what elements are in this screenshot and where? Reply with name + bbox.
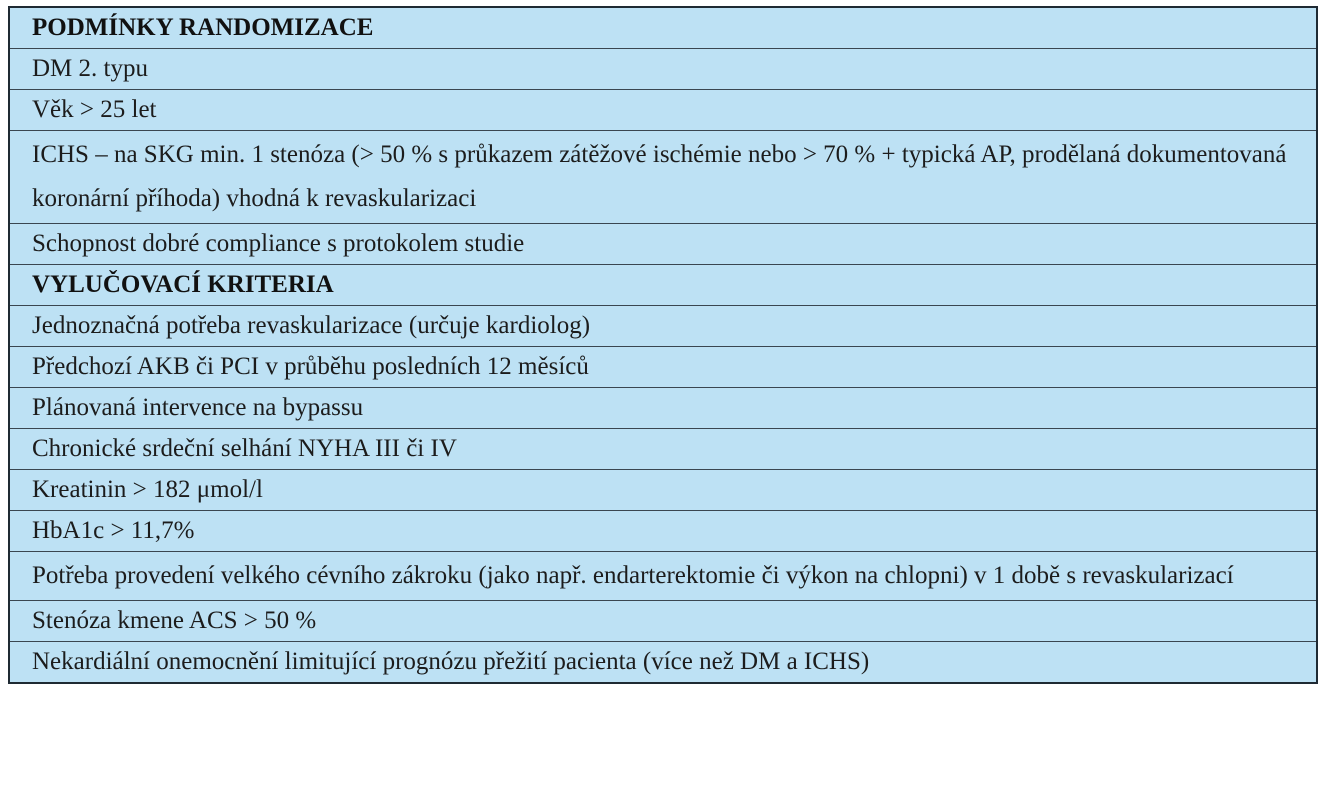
section-heading-randomization: PODMÍNKY RANDOMIZACE [32,14,374,41]
table-row: Stenóza kmene ACS > 50 % [10,600,1316,641]
section-heading-exclusion: VYLUČOVACÍ KRITERIA [10,264,1316,305]
criteria-table [8,6,1318,684]
table-row: Plánovaná intervence na bypassu [10,387,1316,428]
table-row: ICHS – na SKG min. 1 stenóza (> 50 % s průkazem zátěžové ischémie nebo > 70 % + typická AP, prodělaná dokumentovaná koronární příhoda) vhodná k revaskularizaci [10,130,1316,223]
table-row: Jednoznačná potřeba revaskularizace (určuje kardiolog) [10,305,1316,346]
table-row: Nekardiální onemocnění limitující prognózu přežití pacienta (více než DM a ICHS) [10,641,1316,682]
table-row: Kreatinin > 182 μmol/l [10,469,1316,510]
table-row: HbA1c > 11,7% [10,510,1316,551]
table-row: Potřeba provedení velkého cévního zákroku (jako např. endarterektomie či výkon na chlopni) v 1 době s revaskularizací [10,551,1316,600]
table-row: Chronické srdeční selhání NYHA III či IV [10,428,1316,469]
table-row: Věk > 25 let [10,89,1316,130]
table-row: DM 2. typu [10,48,1316,89]
table-row: Schopnost dobré compliance s protokolem studie [10,223,1316,264]
table-row: Předchozí AKB či PCI v průběhu posledních 12 měsíců [10,346,1316,387]
